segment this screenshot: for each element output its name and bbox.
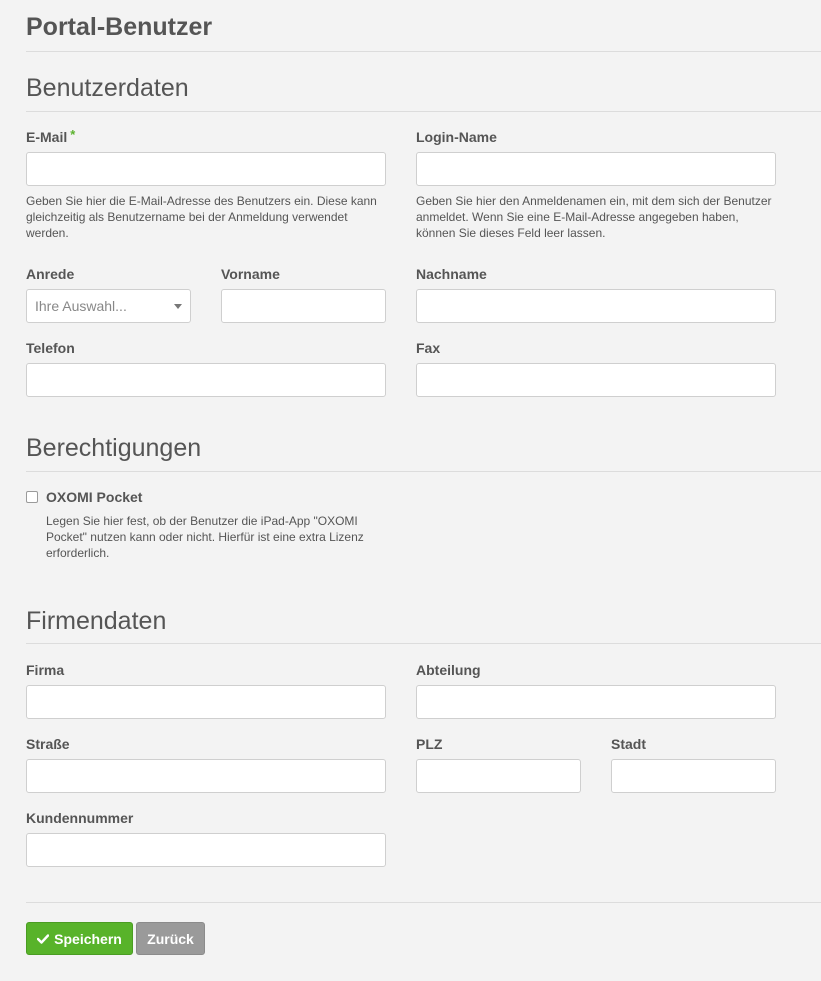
login-name-field[interactable]: [416, 152, 776, 186]
department-label: Abteilung: [416, 662, 481, 678]
section-divider: [26, 643, 821, 644]
last-name-label: Nachname: [416, 266, 487, 282]
save-button-label: Speichern: [54, 930, 122, 947]
last-name-field[interactable]: [416, 289, 776, 323]
page-title: Portal-Benutzer: [26, 13, 213, 41]
company-label: Firma: [26, 662, 65, 678]
check-icon: [37, 934, 49, 944]
company-field[interactable]: [26, 685, 386, 719]
first-name-label: Vorname: [221, 266, 280, 282]
login-name-label: Login-Name: [416, 129, 497, 145]
customer-number-field[interactable]: [26, 833, 386, 867]
first-name-field[interactable]: [221, 289, 386, 323]
section-divider: [26, 471, 821, 472]
zip-label: PLZ: [416, 736, 443, 752]
email-label: [26, 129, 75, 145]
salutation-placeholder: Ihre Auswahl...: [35, 298, 127, 314]
fax-field[interactable]: [416, 363, 776, 397]
fax-label: Fax: [416, 340, 441, 356]
login-name-help: Geben Sie hier den Anmeldenamen ein, mit dem sich der Benutzer anmeldet. Wenn Sie eine E-Mail-Adresse angegeben haben, können Sie dieses Feld leer lassen.: [416, 194, 772, 240]
customer-number-label: Kundennummer: [26, 810, 134, 826]
pocket-label[interactable]: OXOMI Pocket: [46, 489, 143, 505]
form-actions-divider: [26, 902, 821, 903]
email-help: Geben Sie hier die E-Mail-Adresse des Benutzers ein. Diese kann gleichzeitig als Benutzername bei der Anmeldung verwendet werden.: [26, 194, 377, 240]
city-field[interactable]: [611, 759, 776, 793]
required-marker: *: [70, 127, 76, 142]
section-divider: [26, 111, 821, 112]
section-title-permissions: Berechtigungen: [26, 434, 202, 462]
back-button[interactable]: Zurück: [136, 922, 205, 955]
chevron-down-icon: [174, 304, 182, 309]
pocket-checkbox[interactable]: [26, 491, 38, 503]
email-field[interactable]: [26, 152, 386, 186]
city-label: Stadt: [611, 736, 646, 752]
salutation-label: Anrede: [26, 266, 75, 282]
section-title-user-data: Benutzerdaten: [26, 74, 189, 102]
street-field[interactable]: [26, 759, 386, 793]
save-button[interactable]: [26, 922, 133, 955]
title-divider: [26, 51, 821, 52]
department-field[interactable]: [416, 685, 776, 719]
street-label: Straße: [26, 736, 70, 752]
email-label-text: E-Mail: [26, 129, 68, 145]
zip-field[interactable]: [416, 759, 581, 793]
phone-label: Telefon: [26, 340, 75, 356]
section-title-company-data: Firmendaten: [26, 607, 167, 635]
pocket-help: Legen Sie hier fest, ob der Benutzer die iPad-App "OXOMI Pocket" nutzen kann oder nicht. Hierfür ist eine extra Lizenz erforderlich.: [46, 514, 364, 560]
salutation-select[interactable]: [26, 289, 191, 323]
phone-field[interactable]: [26, 363, 386, 397]
